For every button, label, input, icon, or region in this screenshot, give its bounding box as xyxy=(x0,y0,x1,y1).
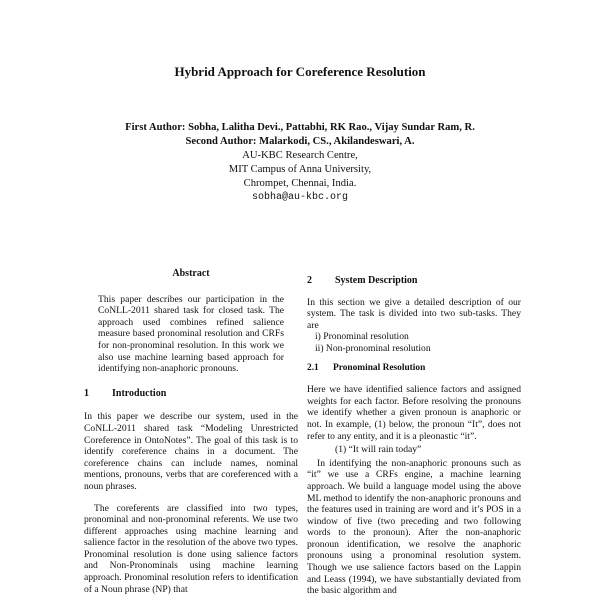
section-number: 1 xyxy=(84,387,89,399)
author-block xyxy=(0,121,600,205)
paragraph: In identifying the non-anaphoric pronouns such as “it” we use a CRFs engine, a machine learning approach. We build a language model using the above ML method to identify the non-anaphoric pronouns and the features used in training are word and it’s POS in a window of five (two preceding and two following words to the pronoun). After the non-anaphoric pronoun identification, we resolve the anaphoric pronouns using a pronominal resolution system. Though we use salience factors based on the Lappin and Leass (1994), we have substantially deviated from the basic algorithm and xyxy=(307,457,521,597)
first-authors: First Author: Sobha, Lalitha Devi., Pattabhi, RK Rao., Vijay Sundar Ram, R. xyxy=(125,122,475,133)
subsection-title: Pronominal Resolution xyxy=(333,362,426,373)
subsection-heading-pronominal-resolution xyxy=(307,363,521,375)
list-item: i) Pronominal resolution xyxy=(315,331,409,343)
affiliation-line: MIT Campus of Anna University, xyxy=(228,164,372,175)
second-authors: Second Author: Malarkodi, CS., Akilandeswari, A. xyxy=(185,136,415,147)
example-sentence: (1) “It will rain today” xyxy=(335,444,422,456)
section-title: System Description xyxy=(335,275,418,286)
paragraph: Here we have identified salience factors and assigned weights for each factor. Before resolving the pronouns we identify whether a given pronoun is anaphoric or not. In example, (1) below, the pronoun “It”, does not refer to any entity, and it is a pleonastic “it”. xyxy=(307,384,521,442)
affiliation-line: Chrompet, Chennai, India. xyxy=(243,178,357,189)
section-heading-introduction xyxy=(84,388,298,400)
author-email: sobha@au-kbc.org xyxy=(251,192,348,203)
section-title: Introduction xyxy=(112,387,167,399)
affiliation-line: AU-KBC Research Centre, xyxy=(242,150,358,161)
section-heading-system-description xyxy=(307,275,521,287)
list-item: ii) Non-pronominal resolution xyxy=(315,342,431,354)
paragraph: In this section we give a detailed description of our system. The task is divided into two sub-tasks. They are xyxy=(307,296,521,331)
left-column xyxy=(84,266,298,605)
paper-title: Hybrid Approach for Coreference Resolution xyxy=(174,64,426,79)
right-column xyxy=(307,266,521,605)
paragraph: In this paper we describe our system, used in the CoNLL-2011 shared task “Modeling Unrestricted Coreference in OntoNotes”. The goal of this task is to identify coreference chains in a document. The coreference chains can include names, nominal mentions, pronouns, verbs that are coreferenced with a noun phrases. xyxy=(84,411,298,492)
section-number: 2 xyxy=(307,275,312,286)
paragraph: The coreferents are classified into two types, pronominal and non-pronominal referents. We use two different approaches using machine learning and salience factor in the resolution of the above two types. Pronominal resolution is done using salience factors and Non-Pronominals using machine learning approach. Pronominal resolution refers to identification of a Noun phrase (NP) that xyxy=(84,502,298,595)
subsection-number: 2.1 xyxy=(307,362,319,373)
abstract-heading: Abstract xyxy=(172,268,210,279)
abstract-text: This paper describes our participation in the CoNLL-2011 shared task for closed task. The approach used combines refined salience measure based pronominal resolution and CRFs for non-pronominal resolution. In this work we also use machine learning based approach for identifying non-anaphoric pronouns. xyxy=(98,293,284,375)
